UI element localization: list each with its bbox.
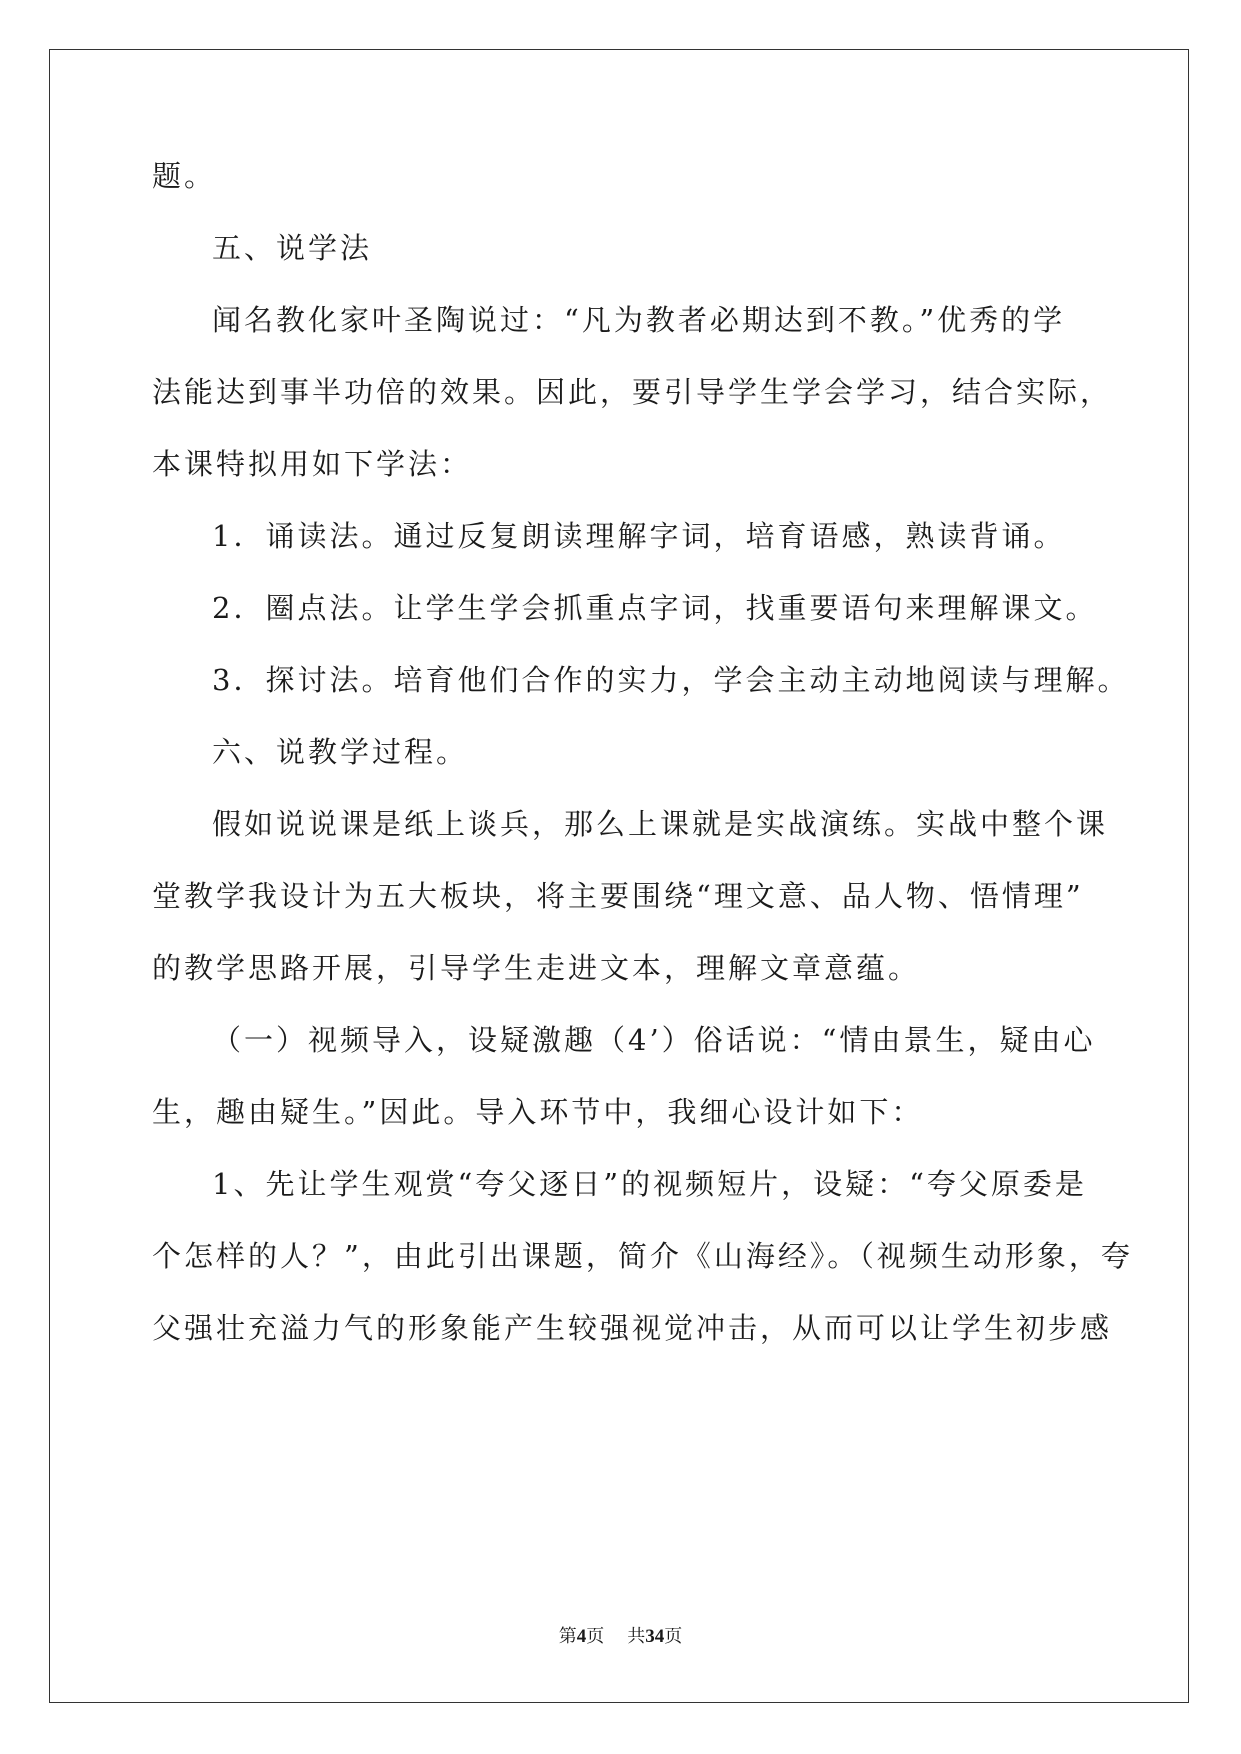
page-number: 4 <box>576 1626 587 1647</box>
section-heading: 六、说教学过程。 <box>212 735 469 769</box>
total-pages: 34 <box>645 1626 665 1647</box>
text-line: 父强壮充溢力气的形象能产生较强视觉冲击，从而可以让学生初步感 <box>152 1311 1113 1345</box>
text-line: 题。 <box>152 159 217 193</box>
footer-prefix: 第 <box>558 1626 577 1647</box>
list-item: 1．诵读法。通过反复朗读理解字词，培育语感，熟读背诵。 <box>212 519 1066 553</box>
page-border <box>49 49 1189 1703</box>
footer-total-suffix: 页 <box>664 1626 683 1647</box>
list-item: 2．圈点法。让学生学会抓重点字词，找重要语句来理解课文。 <box>212 591 1098 625</box>
text-line: （一）视频导入，设疑激趣（4’）俗话说：“情由景生，疑由心 <box>212 1023 1096 1057</box>
page-footer <box>0 1625 1241 1649</box>
text-line: 生，趣由疑生。”因此。导入环节中，我细心设计如下： <box>152 1095 924 1129</box>
footer-page-suffix: 页 <box>586 1626 605 1647</box>
text-line: 1、先让学生观赏“夸父逐日”的视频短片，设疑：“夸父原委是 <box>212 1167 1087 1201</box>
section-heading: 五、说学法 <box>212 231 373 265</box>
footer-total-prefix: 共 <box>627 1626 646 1647</box>
text-line: 的教学思路开展，引导学生走进文本，理解文章意蕴。 <box>152 951 921 985</box>
list-item: 3．探讨法。培育他们合作的实力，学会主动主动地阅读与理解。 <box>212 663 1130 697</box>
text-line: 堂教学我设计为五大板块，将主要围绕“理文意、品人物、悟情理” <box>152 879 1084 913</box>
text-line: 个怎样的人？”，由此引出课题，简介《山海经》。（视频生动形象，夸 <box>152 1239 1133 1273</box>
text-line: 假如说说课是纸上谈兵，那么上课就是实战演练。实战中整个课 <box>212 807 1109 841</box>
text-line: 闻名教化家叶圣陶说过：“凡为教者必期达到不教。”优秀的学 <box>212 303 1066 337</box>
text-line: 本课特拟用如下学法： <box>152 447 473 481</box>
text-line: 法能达到事半功倍的效果。因此，要引导学生学会学习，结合实际， <box>152 375 1113 409</box>
